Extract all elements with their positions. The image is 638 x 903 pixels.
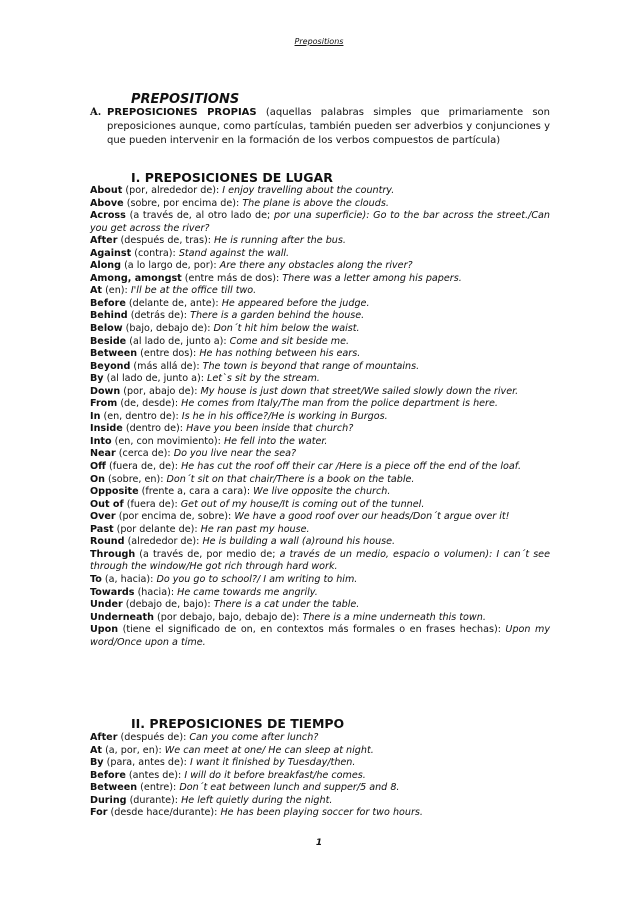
- entry-opposite: [90, 486, 550, 499]
- entry-gloss: (debajo de, bajo):: [122, 599, 214, 611]
- entry-along: [90, 260, 550, 273]
- entry-example: He is running after the bus.: [214, 235, 346, 247]
- entry-gloss: (por encima de, sobre):: [115, 511, 235, 523]
- entry-in: [90, 411, 550, 424]
- entry-word: Near: [90, 448, 116, 460]
- entry-gloss: (durante):: [126, 794, 182, 806]
- entries-lugar: [90, 185, 550, 649]
- entry-over: [90, 511, 550, 524]
- entry-gloss: (tiene el significado de on, en contextos más formales o en frases hechas):: [118, 624, 506, 636]
- entry-word: Underneath: [90, 611, 154, 623]
- entry-word: Down: [90, 385, 121, 397]
- entry-example: Let`s sit by the stream.: [207, 373, 320, 385]
- intro-letter: A.: [90, 107, 102, 118]
- entry-example: He appeared before the judge.: [221, 297, 370, 309]
- entry-across: [90, 210, 550, 235]
- entry-gloss: (sobre, por encima de):: [123, 197, 243, 209]
- entry-word: About: [90, 185, 123, 196]
- entry-word: Past: [90, 523, 114, 535]
- entry-gloss: (a, por, en):: [102, 744, 165, 756]
- entry-above: [90, 198, 550, 211]
- entry-gloss: (cerca de):: [115, 448, 174, 460]
- entry-word: Towards: [90, 586, 135, 598]
- entry-word: To: [90, 573, 102, 585]
- entry-example: I'll be at the office till two.: [130, 285, 257, 297]
- entry-gloss: (entre):: [137, 782, 180, 794]
- entry-example: We can meet at one/ He can sleep at night.: [164, 744, 374, 756]
- entry-word: Between: [90, 782, 138, 794]
- entry-example: He ran past my house.: [200, 523, 310, 535]
- entry-gloss: (fuera de):: [123, 498, 181, 510]
- entry-for: [90, 807, 550, 820]
- entry-gloss: (bajo, debajo de):: [122, 323, 214, 335]
- entry-example: We live opposite the church.: [253, 486, 391, 498]
- entry-gloss: (entre más de dos):: [181, 272, 283, 284]
- entry-word: Upon: [90, 624, 119, 636]
- entry-example: My house is just down that street/We sailed slowly down the river.: [200, 385, 519, 397]
- entry-example: I enjoy travelling about the country.: [222, 185, 395, 196]
- entry-upon: [90, 624, 550, 649]
- entry-about: [90, 185, 550, 198]
- entry-behind: [90, 310, 550, 323]
- entry-gloss: (detrás de):: [127, 310, 191, 322]
- entry-towards: [90, 587, 550, 600]
- entry-from: [90, 398, 550, 411]
- entry-gloss: (a través de, por medio de;: [135, 548, 280, 560]
- entry-gloss: (alrededor de):: [124, 536, 203, 548]
- entry-gloss: (a, hacia):: [101, 573, 157, 585]
- entry-example: Are there any obstacles along the river?: [219, 260, 413, 272]
- entry-example: He has cut the roof off their car /Here is a piece off the end of the loaf.: [181, 461, 522, 473]
- entry-word: Behind: [90, 310, 128, 322]
- entry-gloss: (contra):: [131, 247, 179, 259]
- entry-beside: [90, 336, 550, 349]
- entry-example: Have you been inside that church?: [186, 423, 354, 435]
- entry-gloss: (entre dos):: [137, 348, 200, 360]
- entry-under: [90, 599, 550, 612]
- entry-word: Across: [90, 210, 126, 222]
- entry-out-of: [90, 499, 550, 512]
- intro-body: [107, 106, 550, 148]
- intro-term: PREPOSICIONES PROPIAS: [107, 107, 257, 118]
- entry-word: Over: [90, 511, 116, 523]
- entry-word: Into: [90, 435, 112, 447]
- entry-gloss: (sobre, en):: [105, 473, 167, 485]
- entry-by: [90, 757, 550, 770]
- entry-gloss: (a lo largo de, por):: [121, 260, 220, 272]
- entry-among-amongst: [90, 273, 550, 286]
- entry-word: During: [90, 794, 127, 806]
- intro-paragraph: [90, 106, 550, 148]
- entry-gloss: (en):: [102, 285, 131, 297]
- entry-word: Beside: [90, 335, 127, 347]
- entry-word: Round: [90, 536, 125, 548]
- entry-gloss: (en, dentro de):: [100, 410, 182, 422]
- entry-between: [90, 782, 550, 795]
- entry-between: [90, 348, 550, 361]
- entry-word: Off: [90, 461, 106, 473]
- entry-example: There is a garden behind the house.: [190, 310, 365, 322]
- entry-gloss: (de, desde):: [117, 398, 182, 410]
- entry-gloss: (en, con movimiento):: [111, 435, 224, 447]
- entry-word: At: [90, 285, 103, 297]
- entry-gloss: (por, abajo de):: [120, 385, 201, 397]
- entry-example: He fell into the water.: [223, 435, 328, 447]
- entry-example: There is a cat under the table.: [213, 599, 360, 611]
- entry-example: I want it finished by Tuesday/then.: [189, 757, 356, 769]
- entry-word: Among, amongst: [90, 272, 182, 284]
- entry-example: Don´t eat between lunch and supper/5 and 8.: [179, 782, 400, 794]
- entry-word: Against: [90, 247, 132, 259]
- entry-before: [90, 298, 550, 311]
- entry-during: [90, 795, 550, 808]
- entry-example: The plane is above the clouds.: [242, 197, 389, 209]
- entry-word: On: [90, 473, 105, 485]
- entry-gloss: (por, alrededor de):: [122, 185, 223, 196]
- entry-example: He comes from Italy/The man from the police department is here.: [181, 398, 498, 410]
- entry-off: [90, 461, 550, 474]
- entry-example: Stand against the wall.: [178, 247, 290, 259]
- entry-example: He left quietly during the night.: [181, 794, 333, 806]
- entry-gloss: (para, antes de):: [103, 757, 190, 769]
- entry-through: [90, 549, 550, 574]
- entry-example: I will do it before breakfast/he comes.: [184, 769, 366, 781]
- entry-by: [90, 373, 550, 386]
- entry-example: He came towards me angrily.: [177, 586, 318, 598]
- section-heading-lugar: I. PREPOSICIONES DE LUGAR: [131, 170, 333, 185]
- entry-word: Between: [90, 348, 138, 360]
- entry-example: Do you go to school?/ I am writing to him.: [156, 573, 358, 585]
- entry-after: [90, 235, 550, 248]
- entry-after: [90, 732, 550, 745]
- entry-word: At: [90, 744, 103, 756]
- intro-text: (aquellas palabras simples que primariamente son preposiciones aunque, como partículas, también pueden ser adverbios y conjunciones y que pueden intervenir en la formación de los verbos compuestos de partícula): [107, 107, 550, 146]
- entry-word: In: [90, 410, 101, 422]
- entry-gloss: (frente a, cara a cara):: [138, 486, 254, 498]
- entry-gloss: (más allá de):: [130, 360, 203, 372]
- entry-example: Upon my word/Once upon a time.: [90, 624, 550, 648]
- entry-word: Along: [90, 260, 122, 272]
- entry-gloss: (antes de):: [125, 769, 185, 781]
- entry-example: The town is beyond that range of mountains.: [202, 360, 420, 372]
- entry-word: Inside: [90, 423, 123, 435]
- entry-word: Before: [90, 769, 126, 781]
- entry-example: Come and sit beside me.: [229, 335, 350, 347]
- entry-gloss: (al lado de, junto a):: [126, 335, 230, 347]
- entry-example: a través de un medio, espacio o volumen): I can´t see through the window/He got rich through hard work.: [90, 548, 550, 573]
- entry-against: [90, 248, 550, 261]
- entry-gloss: (dentro de):: [122, 423, 187, 435]
- entry-example: He is building a wall (a)round his house.: [202, 536, 396, 548]
- entry-example: por una superficie): Go to the bar across the street./Can you get across the river?: [90, 210, 551, 234]
- entry-example: Don´t hit him below the waist.: [213, 323, 360, 335]
- entry-underneath: [90, 612, 550, 625]
- entry-word: Under: [90, 599, 123, 611]
- entry-example: There is a mine underneath this town.: [302, 611, 486, 623]
- entry-example: There was a letter among his papers.: [282, 272, 462, 284]
- entry-example: Do you live near the sea?: [173, 448, 297, 460]
- running-header: Prepositions: [294, 37, 344, 46]
- entry-gloss: (al lado de, junto a):: [103, 373, 208, 385]
- entry-word: By: [90, 373, 104, 385]
- entry-on: [90, 474, 550, 487]
- entry-example: Don´t sit on that chair/There is a book on the table.: [166, 473, 415, 485]
- entry-past: [90, 524, 550, 537]
- entry-word: After: [90, 732, 118, 743]
- entry-gloss: (después de, tras):: [117, 235, 215, 247]
- entry-gloss: (delante de, ante):: [125, 297, 222, 309]
- entry-word: From: [90, 398, 118, 410]
- entry-near: [90, 448, 550, 461]
- entry-example: He has nothing between his ears.: [199, 348, 361, 360]
- entry-gloss: (por debajo, bajo, debajo de):: [153, 611, 303, 623]
- entry-at: [90, 285, 550, 298]
- entry-word: Above: [90, 197, 124, 209]
- entry-example: Get out of my house/It is coming out of the tunnel.: [180, 498, 425, 510]
- entry-example: Can you come after lunch?: [189, 732, 319, 743]
- entry-beyond: [90, 361, 550, 374]
- entry-inside: [90, 423, 550, 436]
- entry-gloss: (por delante de):: [113, 523, 201, 535]
- entry-at: [90, 745, 550, 758]
- section-heading-tiempo: II. PREPOSICIONES DE TIEMPO: [131, 716, 345, 731]
- entry-word: Opposite: [90, 486, 139, 498]
- entry-word: For: [90, 807, 108, 819]
- entry-word: Before: [90, 297, 126, 309]
- entries-tiempo: [90, 732, 550, 820]
- entry-below: [90, 323, 550, 336]
- entry-word: Beyond: [90, 360, 131, 372]
- entry-example: Is he in his office?/He is working in Burgos.: [181, 410, 388, 422]
- entry-gloss: (desde hace/durante):: [107, 807, 221, 819]
- entry-word: Below: [90, 323, 123, 335]
- entry-gloss: (hacia):: [134, 586, 178, 598]
- entry-word: After: [90, 235, 118, 247]
- document-title: PREPOSITIONS: [131, 92, 240, 107]
- entry-example: We have a good roof over our heads/Don´t argue over it!: [234, 511, 510, 523]
- entry-round: [90, 536, 550, 549]
- entry-word: Through: [90, 548, 136, 560]
- entry-gloss: (después de):: [117, 732, 190, 743]
- entry-word: By: [90, 757, 104, 769]
- entry-word: Out of: [90, 498, 124, 510]
- page-number: 1: [315, 838, 323, 848]
- entry-gloss: (fuera de, de):: [105, 461, 182, 473]
- entry-gloss: (a través de, al otro lado de;: [125, 210, 274, 222]
- entry-to: [90, 574, 550, 587]
- entry-before: [90, 770, 550, 783]
- entry-down: [90, 386, 550, 399]
- entry-into: [90, 436, 550, 449]
- entry-example: He has been playing soccer for two hours.: [220, 807, 423, 819]
